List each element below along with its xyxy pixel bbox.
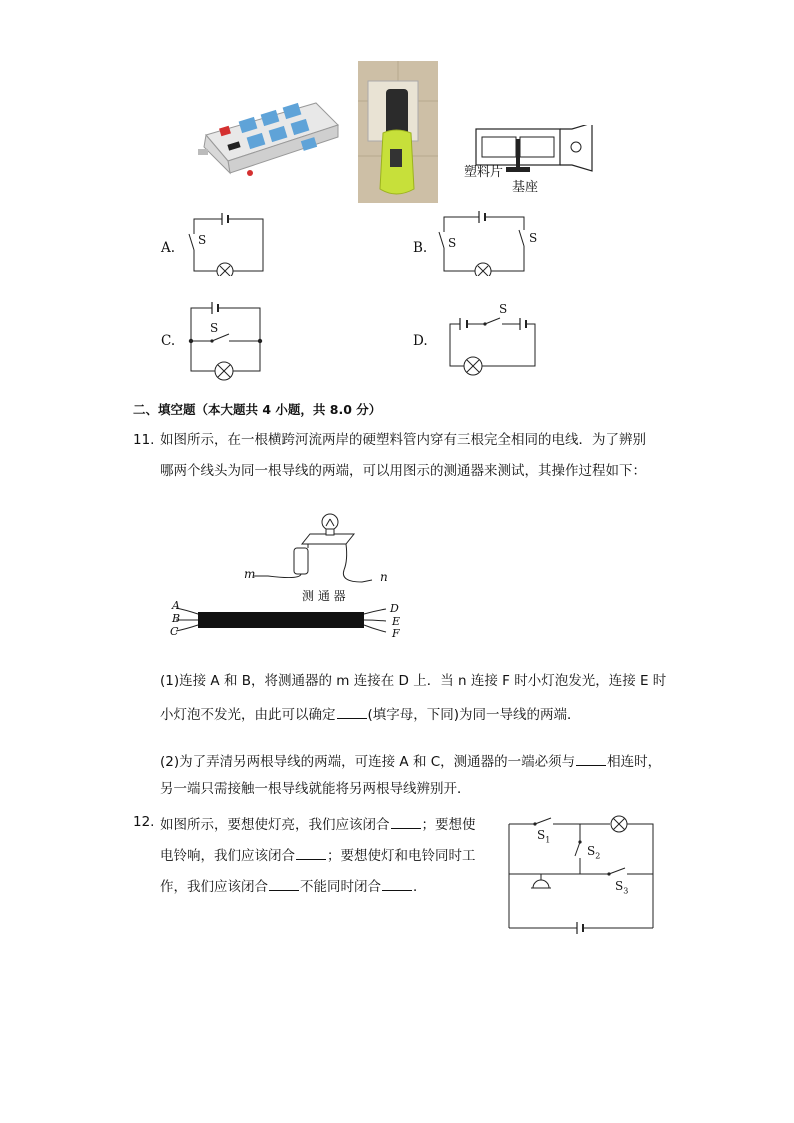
- wire-left-b: B: [172, 612, 181, 625]
- tester-caption: 测 通 器: [302, 589, 346, 603]
- q11-part1-line1: (1)连接 A 和 B，将测通器的 m 连接在 D 上．当 n 连接 F 时小灯泡发光，连接 E 时: [160, 673, 667, 689]
- q11-part2-line1: [160, 753, 661, 770]
- wire-right-e: E: [392, 615, 401, 628]
- q12-text-2b: ；要想使灯和电铃同时工: [327, 848, 476, 864]
- circuit-c: [183, 298, 267, 384]
- answer-blank[interactable]: [296, 847, 326, 860]
- answer-blank[interactable]: [576, 753, 606, 766]
- q12-s2-sub: 2: [595, 851, 601, 861]
- q11-part1-text-a: 小灯泡不发光，由此可以确定: [160, 707, 336, 723]
- answer-blank[interactable]: [337, 706, 367, 719]
- option-b-switch2-label: S: [529, 231, 538, 245]
- q12-circuit: [505, 812, 660, 934]
- wire-right-d: D: [390, 602, 399, 615]
- q11-part2-text-a: (2)为了弄清另两根导线的两端，可连接 A 和 C，测通器的一端必须与: [160, 754, 576, 770]
- q12-text-1b: ；要想使: [421, 817, 476, 833]
- q12-line2: [160, 847, 476, 864]
- q12-s3: S: [615, 879, 624, 893]
- q11-number: 11.: [133, 432, 155, 448]
- answer-blank[interactable]: [269, 878, 299, 891]
- q12-line1: [160, 816, 476, 833]
- option-b-label: B.: [413, 240, 428, 256]
- tester-diagram: [168, 510, 408, 642]
- q12-s3-sub: 3: [623, 886, 629, 896]
- q12-s2-label: [587, 845, 600, 860]
- option-d-switch-label: S: [499, 302, 508, 316]
- wire-right-f: F: [392, 627, 400, 640]
- option-a-switch-label: S: [198, 233, 207, 247]
- tester-m-label: m: [244, 567, 256, 581]
- option-a-label: A.: [161, 240, 176, 256]
- q11-part2-text-b: 相连时，: [607, 754, 662, 770]
- power-strip-photo: [198, 95, 340, 180]
- option-b-switch1-label: S: [448, 236, 457, 250]
- q11-part1-line2: [160, 706, 581, 723]
- q12-number: 12.: [133, 814, 155, 830]
- option-c-switch-label: S: [210, 321, 219, 335]
- q12-s1-label: [537, 829, 550, 844]
- q12-s2: S: [587, 844, 596, 858]
- q12-line3: [160, 878, 427, 895]
- flashlight-photo: [358, 61, 438, 203]
- wire-left-c: C: [170, 625, 179, 638]
- q12-text-1a: 如图所示，要想使灯亮，我们应该闭合: [160, 817, 390, 833]
- q11-line1: 如图所示，在一根横跨河流两岸的硬塑料管内穿有三根完全相同的电线．为了辨别: [160, 432, 646, 448]
- q12-s3-label: [615, 880, 628, 895]
- plastic-label: 塑料片: [464, 165, 504, 180]
- q12-text-3a: 作，我们应该闭合: [160, 879, 268, 895]
- q12-s1: S: [537, 828, 546, 842]
- q12-text-3b: 不能同时闭合: [300, 879, 381, 895]
- circuit-d: [440, 312, 540, 384]
- base-label: 基座: [512, 180, 539, 195]
- option-c-label: C.: [161, 333, 176, 349]
- q11-part2-line2: 另一端只需接触一根导线就能将另两根导线辨别开．: [160, 781, 471, 797]
- option-d-label: D.: [413, 333, 428, 349]
- answer-blank[interactable]: [382, 878, 412, 891]
- q12-text-2a: 电铃响，我们应该闭合: [160, 848, 295, 864]
- wire-left-a: A: [172, 599, 180, 612]
- q12-s1-sub: 1: [545, 835, 551, 845]
- tester-n-label: n: [380, 570, 388, 584]
- answer-blank[interactable]: [391, 816, 421, 829]
- q11-part1-text-b: (填字母，下同)为同一导线的两端．: [367, 707, 581, 723]
- q11-line2: 哪两个线头为同一根导线的两端，可以用图示的测通器来测试，其操作过程如下：: [160, 463, 646, 479]
- section-title: 二、填空题（本大题共 4 小题，共 8.0 分）: [133, 402, 382, 417]
- q12-text-3c: ．: [413, 879, 427, 895]
